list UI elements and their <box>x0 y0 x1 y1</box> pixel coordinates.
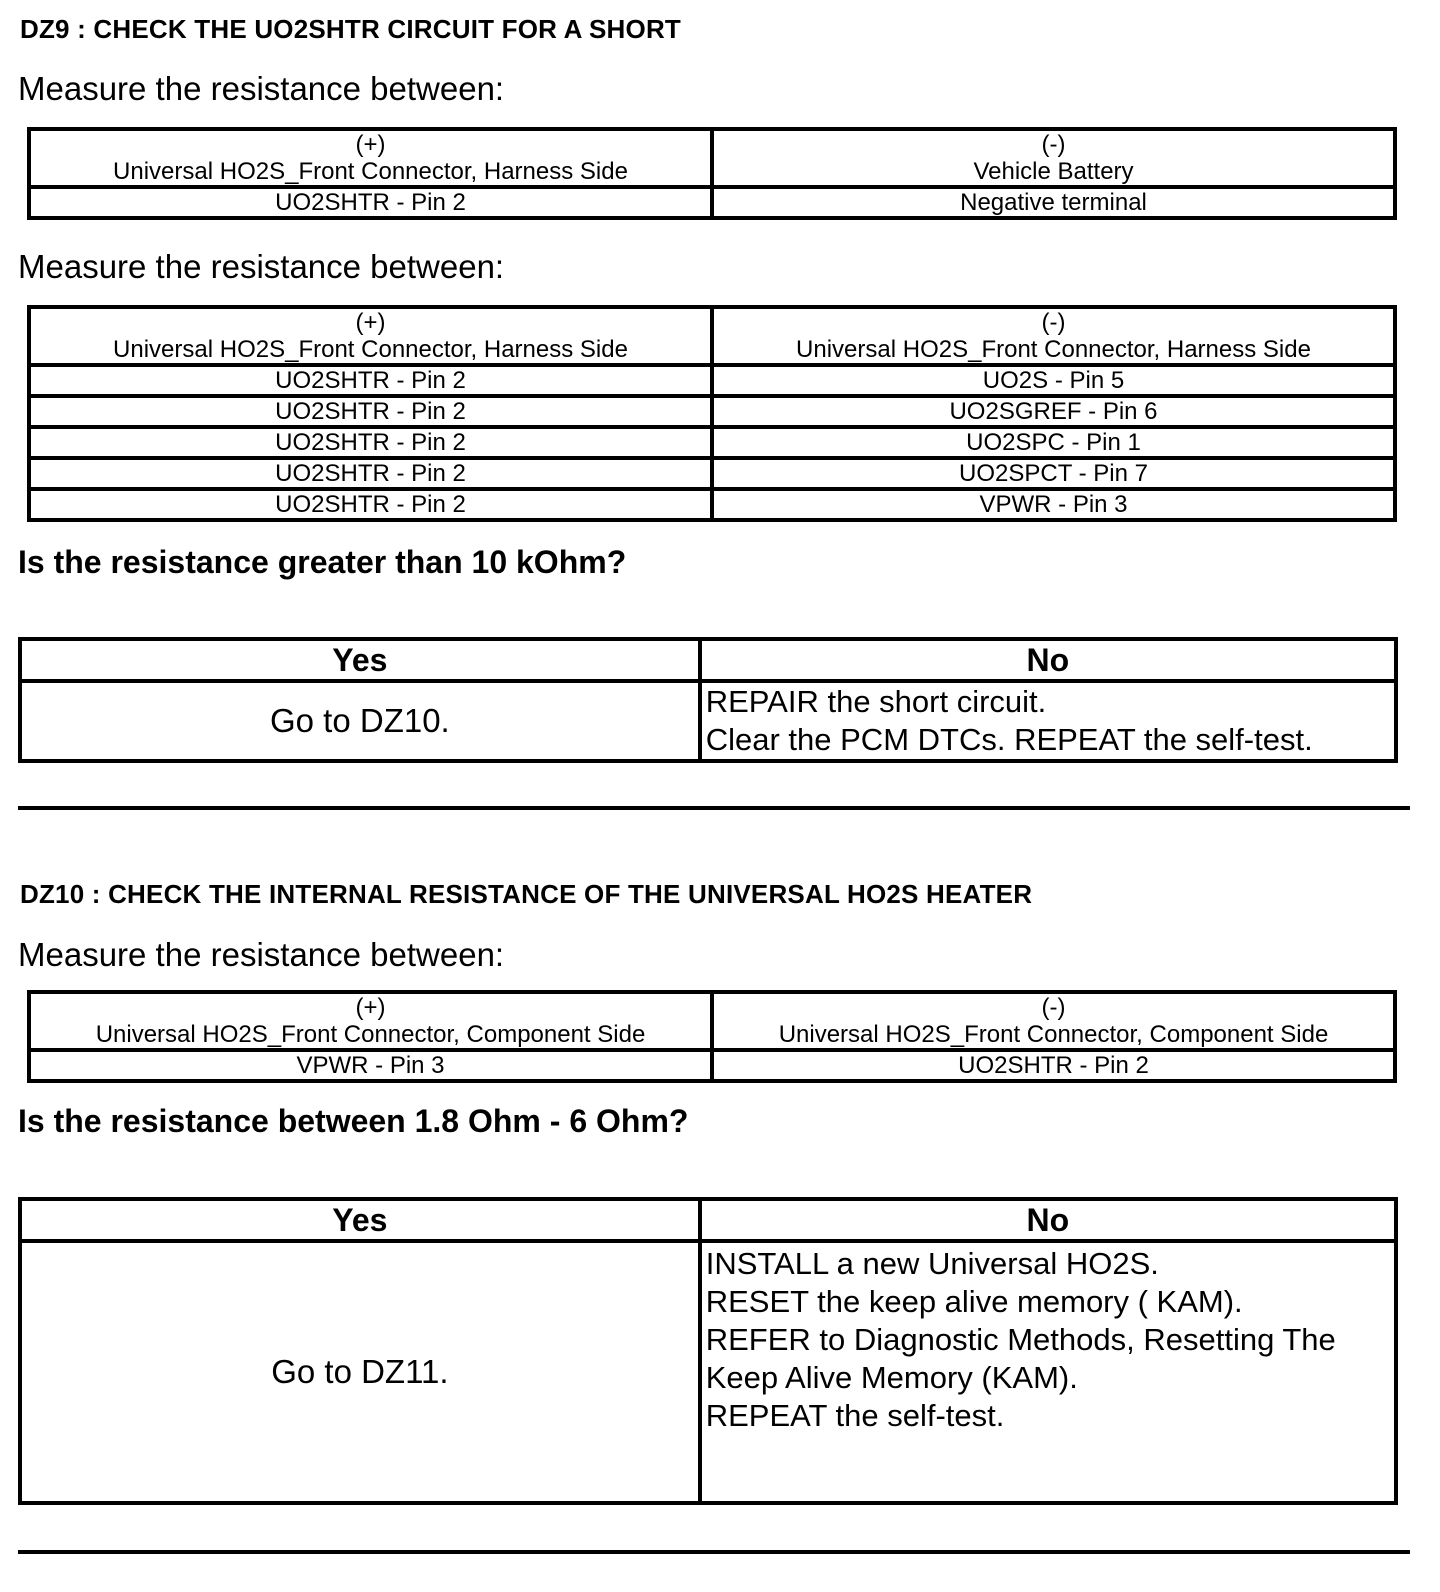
plus-cell: UO2SHTR - Pin 2 <box>29 427 712 458</box>
dz9-instruction-1: Measure the resistance between: <box>18 70 505 107</box>
yes-action: Go to DZ10. <box>20 681 700 761</box>
plus-sign: (+) <box>355 993 386 1021</box>
plus-sign: (+) <box>355 308 386 336</box>
dz10-question: Is the resistance between 1.8 Ohm - 6 Ohm? <box>18 1103 689 1139</box>
no-action-line: Keep Alive Memory (KAM). <box>705 1360 1078 1395</box>
minus-header <box>712 307 1395 365</box>
no-action-line: INSTALL a new Universal HO2S. <box>705 1246 1159 1281</box>
yes-header: Yes <box>20 1199 700 1241</box>
table-row <box>29 187 1395 218</box>
minus-sign: (-) <box>1041 308 1066 336</box>
minus-label: Universal HO2S_Front Connector, Harness Side <box>796 335 1311 363</box>
plus-label: Universal HO2S_Front Connector, Harness Side <box>113 335 628 363</box>
plus-cell: UO2SHTR - Pin 2 <box>29 187 712 218</box>
no-action <box>700 1241 1396 1503</box>
minus-cell: UO2SHTR - Pin 2 <box>712 1050 1395 1081</box>
plus-cell: UO2SHTR - Pin 2 <box>29 489 712 520</box>
yes-action: Go to DZ11. <box>20 1241 700 1503</box>
no-action-line: REPAIR the short circuit. <box>705 684 1047 719</box>
plus-cell: UO2SHTR - Pin 2 <box>29 458 712 489</box>
no-action <box>700 681 1396 761</box>
dz10-title: DZ10 : CHECK THE INTERNAL RESISTANCE OF THE UNIVERSAL HO2S HEATER <box>20 879 1033 909</box>
minus-header <box>712 992 1395 1050</box>
minus-cell: UO2SPCT - Pin 7 <box>712 458 1395 489</box>
table-row <box>29 396 1395 427</box>
dz10-measure-table <box>27 990 1397 1083</box>
minus-sign: (-) <box>1041 993 1066 1021</box>
table-row <box>29 365 1395 396</box>
dz9-question: Is the resistance greater than 10 kOhm? <box>18 544 627 580</box>
table-row <box>29 1050 1395 1081</box>
minus-cell: UO2SPC - Pin 1 <box>712 427 1395 458</box>
dz9-measure-table-1 <box>27 127 1397 220</box>
plus-cell: UO2SHTR - Pin 2 <box>29 365 712 396</box>
no-action-line: Clear the PCM DTCs. REPEAT the self-test. <box>705 722 1313 757</box>
table-row <box>29 458 1395 489</box>
yes-header: Yes <box>20 639 700 681</box>
dz9-title: DZ9 : CHECK THE UO2SHTR CIRCUIT FOR A SHORT <box>20 14 682 44</box>
plus-cell: VPWR - Pin 3 <box>29 1050 712 1081</box>
table-row <box>29 489 1395 520</box>
minus-cell: UO2SGREF - Pin 6 <box>712 396 1395 427</box>
dz10-instruction: Measure the resistance between: <box>18 936 505 973</box>
plus-cell: UO2SHTR - Pin 2 <box>29 396 712 427</box>
no-action-line: REFER to Diagnostic Methods, Resetting The <box>705 1322 1336 1357</box>
plus-label: Universal HO2S_Front Connector, Component Side <box>95 1020 646 1048</box>
table-row <box>29 427 1395 458</box>
no-header: No <box>700 639 1396 681</box>
dz9-measure-table-2 <box>27 305 1397 522</box>
minus-label: Vehicle Battery <box>973 157 1134 185</box>
plus-sign: (+) <box>355 130 386 158</box>
minus-cell: UO2S - Pin 5 <box>712 365 1395 396</box>
plus-header <box>29 992 712 1050</box>
no-action-line: RESET the keep alive memory ( KAM). <box>705 1284 1243 1319</box>
dz10-decision-table <box>18 1197 1398 1505</box>
minus-cell: Negative terminal <box>712 187 1395 218</box>
minus-header <box>712 129 1395 187</box>
minus-label: Universal HO2S_Front Connector, Component Side <box>778 1020 1329 1048</box>
plus-label: Universal HO2S_Front Connector, Harness Side <box>113 157 628 185</box>
minus-sign: (-) <box>1041 130 1066 158</box>
minus-cell: VPWR - Pin 3 <box>712 489 1395 520</box>
no-action-line: REPEAT the self-test. <box>705 1398 1005 1433</box>
no-header: No <box>700 1199 1396 1241</box>
dz9-instruction-2: Measure the resistance between: <box>18 248 505 285</box>
plus-header <box>29 129 712 187</box>
plus-header <box>29 307 712 365</box>
dz9-decision-table <box>18 637 1398 763</box>
section-divider <box>18 806 1410 810</box>
section-divider <box>18 1550 1410 1554</box>
